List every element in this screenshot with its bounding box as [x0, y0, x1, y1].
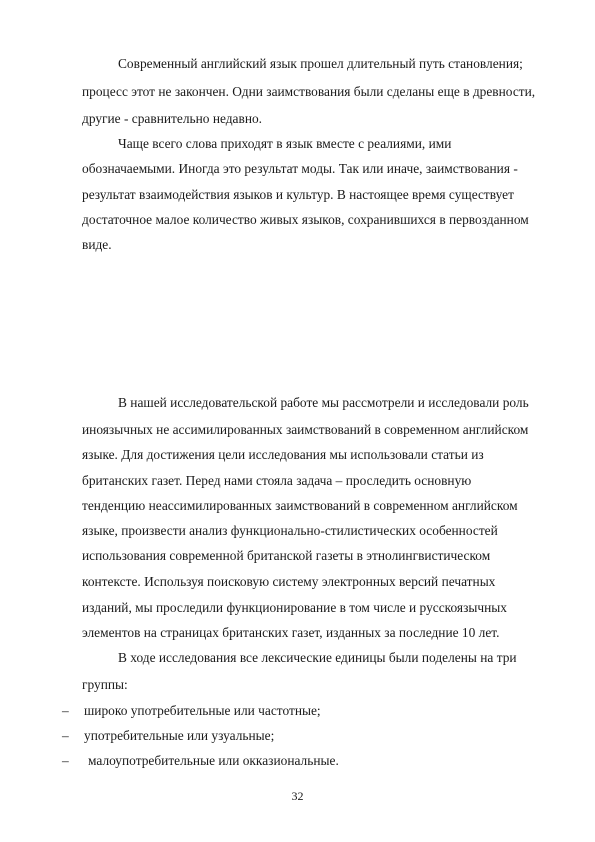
paragraph-3-line-9: изданий, мы проследили функционирование в том числе и русскоязычных	[82, 600, 507, 615]
paragraph-3-line-2: иноязычных не ассимилированных заимствований в современном английском	[82, 422, 529, 437]
paragraph-4-line-1: В ходе исследования все лексические единицы были поделены на три	[118, 650, 517, 665]
paragraph-1-line-3: другие - сравнительно недавно.	[82, 111, 263, 126]
list-item: употребительные или узуальные;	[84, 728, 275, 743]
paragraph-3-line-10: элементов на страницах британских газет, изданных за последние 10 лет.	[82, 625, 500, 640]
paragraph-1-line-1: Современный английский язык прошел длительный путь становления;	[118, 56, 523, 71]
list-marker: –	[62, 728, 69, 743]
paragraph-3-line-4: британских газет. Перед нами стояла задача – проследить основную	[82, 473, 472, 488]
paragraph-3-line-8: контексте. Используя поисковую систему электронных версий печатных	[82, 574, 496, 589]
paragraph-2-line-2: обозначаемыми. Иногда это результат моды. Так или иначе, заимствования -	[82, 161, 518, 176]
list-item: малоупотребительные или окказиональные.	[88, 753, 339, 768]
paragraph-2-line-5: виде.	[82, 237, 112, 252]
paragraph-3-line-5: тенденцию неассимилированных заимствований в современном английском	[82, 498, 518, 513]
paragraph-2-line-3: результат взаимодействия языков и культур. В настоящее время существует	[82, 187, 514, 202]
paragraph-4-line-2: группы:	[82, 677, 128, 692]
list-item: широко употребительные или частотные;	[84, 703, 321, 718]
paragraph-3-line-6: языке, произвести анализ функционально-стилистических особенностей	[82, 523, 498, 538]
paragraph-2-line-1: Чаще всего слова приходят в язык вместе с реалиями, ими	[118, 136, 452, 151]
paragraph-2-line-4: достаточное малое количество живых языков, сохранившихся в первозданном	[82, 212, 529, 227]
page-number: 32	[291, 789, 304, 803]
paragraph-3-line-3: языке. Для достижения цели исследования мы использовали статьи из	[82, 447, 484, 462]
paragraph-1-line-2: процесс этот не закончен. Одни заимствования были сделаны еще в древности,	[82, 84, 536, 99]
paragraph-3-line-7: использования современной британской газеты в этнолингвистическом	[82, 548, 491, 563]
list-marker: –	[62, 753, 69, 768]
list-marker: –	[62, 703, 69, 718]
paragraph-3-line-1: В нашей исследовательской работе мы рассмотрели и исследовали роль	[118, 395, 529, 410]
